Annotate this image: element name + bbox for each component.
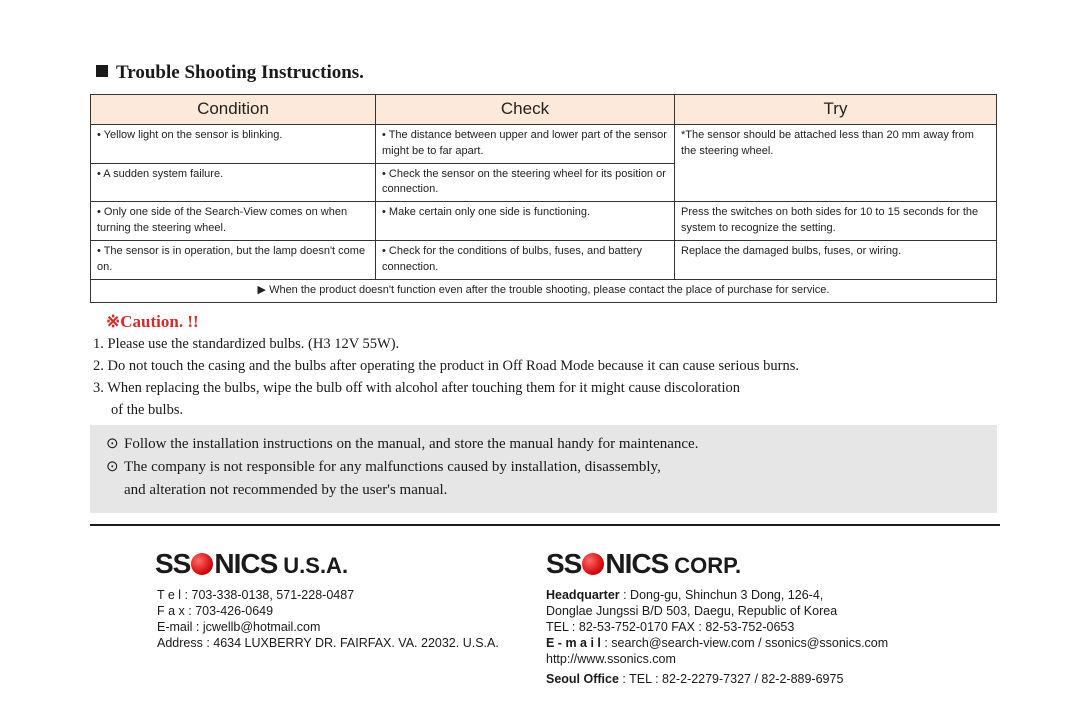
corp-email: E - m a i l : search@search-view.com / ssonics@ssonics.com [546, 636, 889, 650]
note-line: ⊙ Follow the installation instructions on the manual, and store the manual handy for maintenance. [106, 433, 997, 456]
note-line: ⊙ The company is not responsible for any malfunctions caused by installation, disassembly, [106, 456, 997, 479]
table-row [91, 202, 997, 241]
corp-website: http://www.ssonics.com [546, 652, 676, 666]
corp-tel-fax: TEL : 82-53-752-0170 FAX : 82-53-752-0653 [546, 620, 795, 634]
note-line: and alteration not recommended by the user's manual. [124, 482, 448, 498]
usa-email: E-mail : jcwellb@hotmail.com [157, 620, 321, 634]
usa-address: Address : 4634 LUXBERRY DR. FAIRFAX. VA. 22032. U.S.A. [157, 636, 499, 650]
troubleshooting-table [90, 94, 997, 303]
table-row [91, 241, 997, 280]
caution-heading: ※Caution. !! [106, 312, 199, 331]
usa-contact [157, 587, 499, 651]
section-title [96, 62, 364, 84]
usa-tel: T e l : 703-338-0138, 571-228-0487 [157, 588, 355, 602]
try-cell: Press the switches on both sides for 10 to 15 seconds for the system to recognize the setting. [675, 202, 997, 241]
circle-dot-icon: ⊙ [106, 436, 119, 452]
check-cell: • The distance between upper and lower part of the sensor might be to far apart. [376, 124, 675, 163]
condition-cell: • A sudden system failure. [91, 163, 376, 202]
try-cell: Replace the damaged bulbs, fuses, or wiring. [675, 241, 997, 280]
caution-list [93, 333, 799, 421]
title-text: Trouble Shooting Instructions. [116, 62, 364, 83]
notes-box [90, 425, 997, 513]
table-footer-row [91, 280, 997, 303]
header-try: Try [675, 95, 997, 125]
condition-cell: • Yellow light on the sensor is blinking. [91, 124, 376, 163]
try-cell: *The sensor should be attached less than 20 mm away from the steering wheel. [675, 124, 997, 202]
check-cell: • Check the sensor on the steering wheel for its position or connection. [376, 163, 675, 202]
ssonics-usa-logo: SS NICS U.S.A. [155, 548, 349, 579]
condition-cell: • The sensor is in operation, but the lamp doesn't come on. [91, 241, 376, 280]
usa-fax: F a x : 703-426-0649 [157, 604, 274, 618]
corp-hq-address: Donglae Jungssi B/D 503, Daegu, Republic of Korea [546, 604, 838, 618]
table-row [91, 124, 997, 163]
caution-item: 1. Please use the standardized bulbs. (H3 12V 55W). [93, 336, 400, 352]
check-cell: • Make certain only one side is functioning. [376, 202, 675, 241]
table-header-row [91, 95, 997, 125]
caution-item-continued: of the bulbs. [111, 402, 184, 418]
caution-item: 3. When replacing the bulbs, wipe the bulb off with alcohol after touching them for it might cause discoloration [93, 380, 740, 396]
check-cell: • Check for the conditions of bulbs, fuses, and battery connection. [376, 241, 675, 280]
red-ball-icon [582, 553, 604, 575]
condition-cell: • Only one side of the Search-View comes on when turning the steering wheel. [91, 202, 376, 241]
corp-seoul-office: Seoul Office : TEL : 82-2-2279-7327 / 82-2-889-6975 [546, 672, 844, 686]
red-ball-icon [191, 553, 213, 575]
header-check: Check [376, 95, 675, 125]
ssonics-corp-logo: SS NICS CORP. [546, 548, 742, 579]
divider [90, 524, 1000, 526]
corp-contact [546, 587, 888, 687]
service-note: ▶ When the product doesn't function even after the trouble shooting, please contact the place of purchase for service. [91, 280, 997, 303]
corp-hq: Headquarter : Dong-gu, Shinchun 3 Dong, 126-4, [546, 588, 824, 602]
circle-dot-icon: ⊙ [106, 459, 119, 475]
header-condition: Condition [91, 95, 376, 125]
square-bullet-icon [96, 65, 108, 77]
caution-item: 2. Do not touch the casing and the bulbs after operating the product in Off Road Mode because it can cause serious burns. [93, 358, 800, 374]
